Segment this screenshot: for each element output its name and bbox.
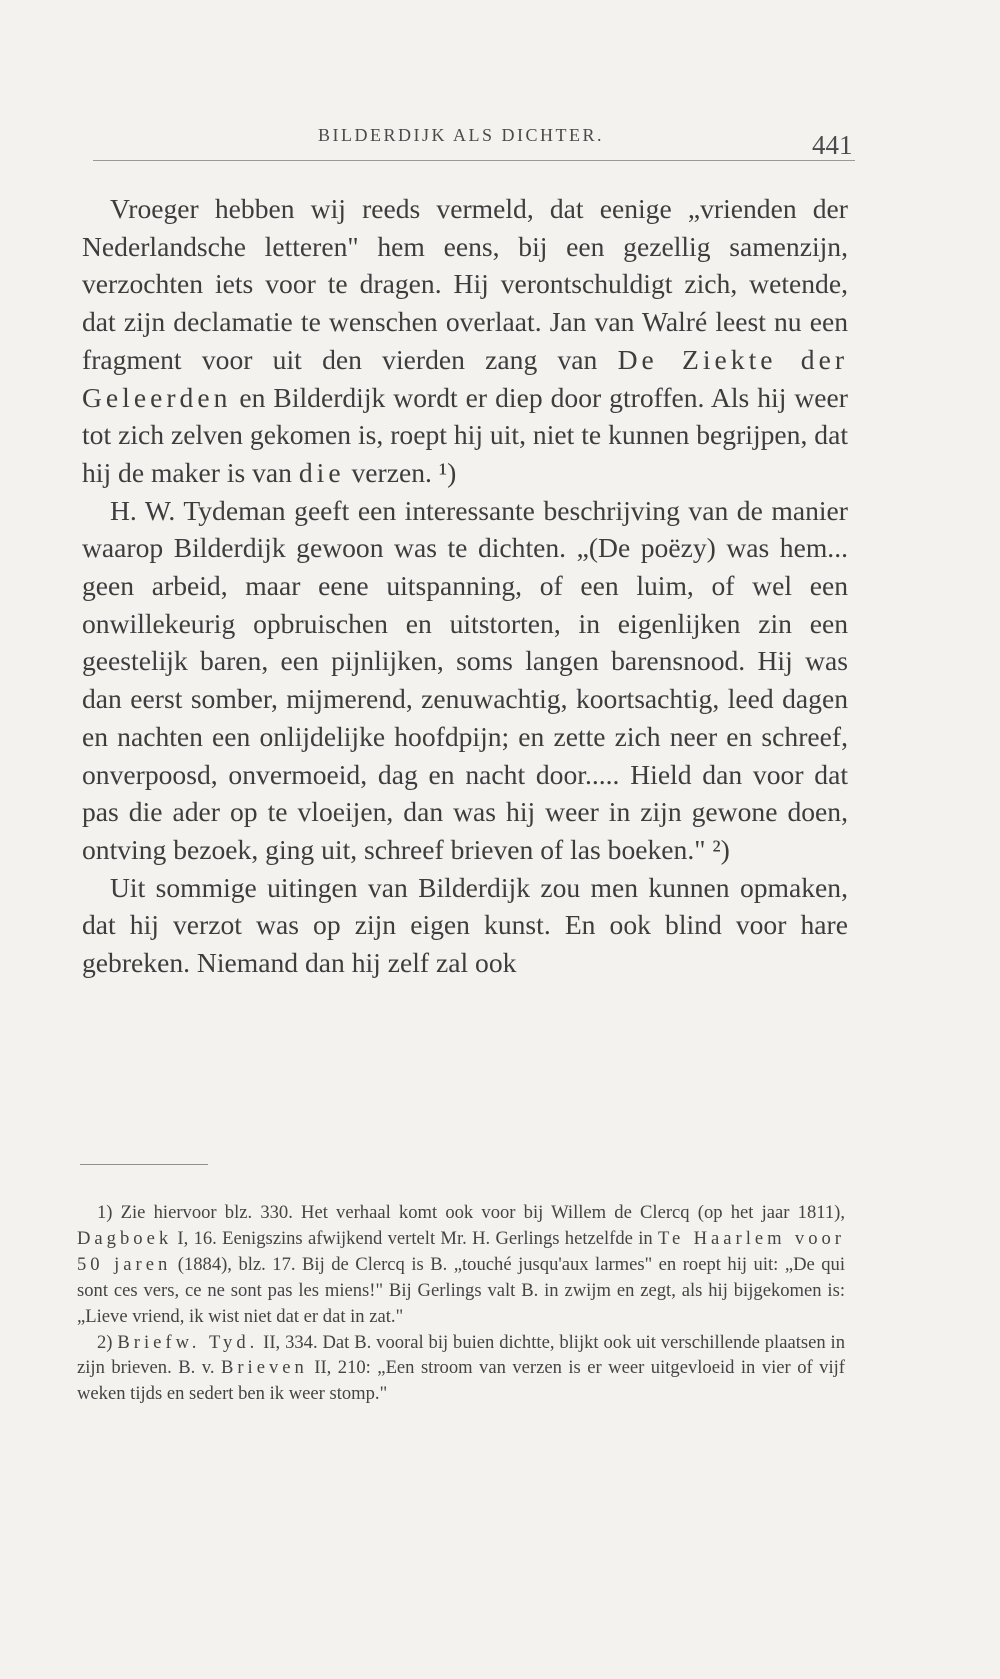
spaced-title-brieven: Brieven <box>220 1357 308 1379</box>
footnote-1-text-b: I, 16. Eenigszins afwijkend vertelt Mr. H. Gerlings hetzelfde in <box>172 1227 658 1249</box>
paragraph-2-text: H. W. Tydeman geeft een interessante beschrijving van de manier waarop Bilderdijk gewoon was te dichten. „(De poëzy) was hem... geen arbeid, maar eene uitspanning, of een luim, of wel een onwillekeurig opbruischen en uitstorten, in eigenlijken zin een geestelijk baren, een pijnlijken, soms langen barensnood. Hij was dan eerst somber, mijmerend, zenuwachtig, koortsachtig, leed dagen en nachten een onlijdelijke hoofdpijn; en zette zich neer en schreef, onverpoosd, onvermoeid, dag en nacht door..... Hield dan voor dat pas die ader op te vloeijen, dan was hij weer in zijn gewone doen, ontving bezoek, ging uit, schreef brieven of las boeken." <box>82 494 848 865</box>
paragraph-1 <box>82 190 848 492</box>
paragraph-3 <box>82 869 848 982</box>
paragraph-1-text-a: Vroeger hebben wij reeds vermeld, dat eenige „vrienden der Nederlandsche letteren" hem eens, bij een gezellig samenzijn, verzochten iets voor te dragen. Hij verontschuldigt zich, wetende, dat zijn declamatie te wenschen overlaat. Jan van Walré leest nu een fragment voor uit den vierden zang van <box>82 193 848 375</box>
spaced-title-haarlem: Te Haarlem voor 50 jaren <box>77 1227 845 1275</box>
running-head: BILDERDIJK ALS DICHTER. <box>318 125 604 145</box>
spaced-word-die: die <box>298 456 345 488</box>
paragraph-1-text-b: en Bilderdijk wordt er diep door gtroffen. Als hij weer tot zich zelven gekomen is, roept hij uit, niet te kunnen begrijpen, dat hij de maker is van <box>82 381 848 488</box>
footnotes <box>77 1200 845 1407</box>
footnote-2-text-a: 2) <box>97 1331 118 1353</box>
footnote-2-text-b: II, 334. Dat B. vooral bij buien dichtte, blijkt ook uit verschillende plaatsen in zijn brieven. B. v. <box>77 1331 846 1379</box>
footnote-2-text-c: II, 210: „Een stroom van verzen is er weer uitgevloeid in vier of vijf weken tijds en sedert ben ik weer stomp." <box>77 1357 845 1405</box>
paragraph-1-text-c: verzen. <box>344 456 439 488</box>
footnote-rule <box>80 1164 208 1165</box>
footnote-1 <box>77 1200 845 1330</box>
paragraph-2 <box>82 492 848 869</box>
page-number: 441 <box>812 130 853 160</box>
footnote-1-text-a: 1) Zie hiervoor blz. 330. Het verhaal komt ook voor bij Willem de Clercq (op het jaar 1811), <box>97 1202 845 1223</box>
spaced-title-briefw: Briefw. Tyd. <box>117 1331 259 1353</box>
footnote-2 <box>77 1330 845 1408</box>
footnote-ref-1: ¹) <box>438 456 457 488</box>
header-rule <box>93 160 855 161</box>
spaced-title-dagboek: Dagboek <box>77 1227 173 1249</box>
spaced-title-ziekte: De Ziekte der Geleerden <box>82 343 849 413</box>
body-text <box>82 190 848 982</box>
paragraph-3-text: Uit sommige uitingen van Bilderdijk zou men kunnen opmaken, dat hij verzot was op zijn eigen kunst. En ook blind voor hare gebreken. Niemand dan hij zelf zal ook <box>82 871 848 979</box>
footnote-ref-2: ²) <box>712 833 730 865</box>
footnote-1-text-c: (1884), blz. 17. Bij de Clercq is B. „touché jusqu'aux larmes" en roept hij uit: „De qui sont ces vers, ce ne sont pas les miens!" Bij Gerlings valt B. in zwijm en zegt, als hij bijgekomen is: „Lieve vriend, ik wist niet dat er dat in zat." <box>77 1253 845 1327</box>
